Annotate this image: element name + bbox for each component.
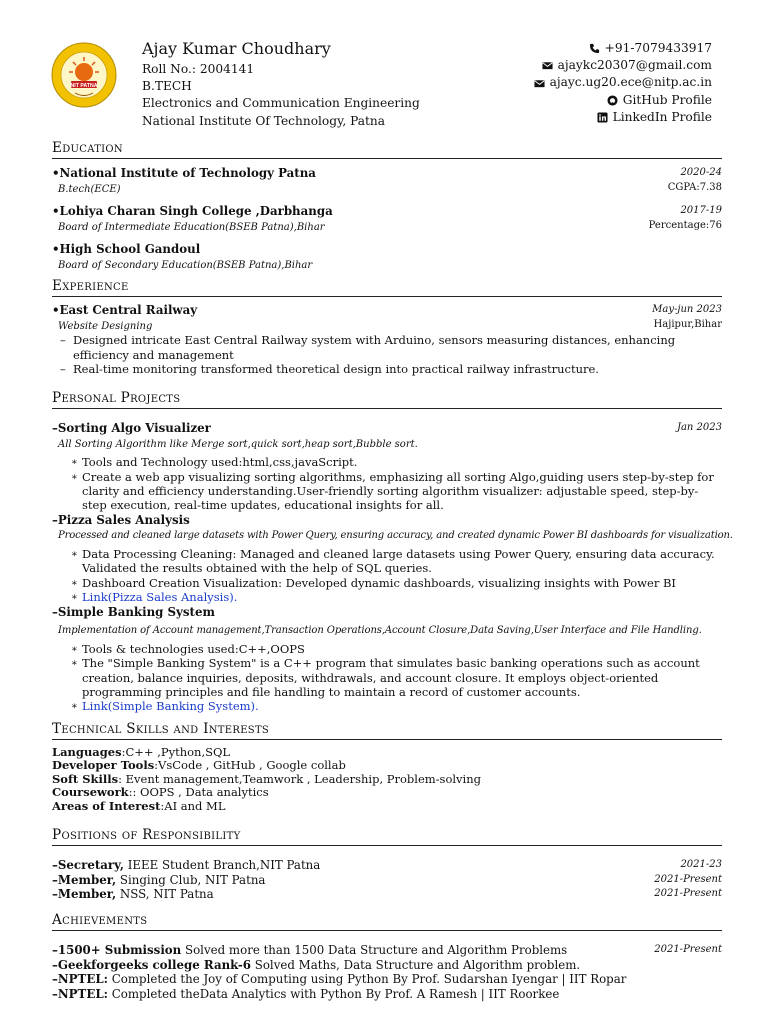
experience-section (52, 278, 722, 376)
project-name: –Simple Banking System (52, 604, 215, 619)
position-row (52, 873, 722, 888)
project-title-row (52, 421, 722, 436)
project-description: All Sorting Algorithm like Merge sort,quick sort,heap sort,Bubble sort. (58, 438, 418, 450)
education-year: 2020-24 (680, 167, 722, 178)
education-entry (52, 166, 722, 181)
skill-row (52, 773, 722, 786)
section-heading: Personal Projects (52, 390, 722, 409)
list-item: ∗ Tools and Technology used:html,css,javaScript. (82, 455, 722, 469)
section-heading: Education (52, 140, 722, 159)
project-description: Processed and cleaned large datasets with Power Query, ensuring accuracy, and created dynamic Power BI dashboards for visualization. (58, 530, 733, 542)
skill-value: :VsCode , GitHub , Google collab (154, 758, 346, 773)
roll-number: Roll No.: 2004141 (142, 62, 255, 76)
section-heading: Technical Skills and Interests (52, 721, 722, 740)
project-date: Jan 2023 (676, 422, 722, 433)
section-heading: Achievements (52, 912, 722, 931)
project-points (52, 642, 722, 714)
email-institute[interactable]: ajayc.ug20.ece@nitp.ac.in (549, 75, 712, 90)
project-points (52, 547, 722, 605)
github-icon (607, 95, 618, 106)
project-desc-row (52, 436, 722, 452)
achievement-text: Solved more than 1500 Data Structure and Algorithm Problems (181, 943, 568, 957)
header-contact (534, 40, 712, 126)
phone-number: +91-7079433917 (604, 41, 712, 55)
education-entry (52, 242, 722, 257)
achievement-title: –NPTEL: (52, 972, 108, 987)
achievement-title: –1500+ Submission (52, 943, 182, 957)
list-item: ∗ Data Processing Cleaning: Managed and cleaned large datasets using Power Query, ensuring data accuracy. Validated the results obtained with the help of SQL queries. (82, 547, 722, 576)
achievement-text: Completed the Joy of Computing using Python By Prof. Sudarshan Iyengar | IIT Ropar (107, 972, 627, 987)
skill-row (52, 746, 722, 759)
project-desc-row (52, 622, 722, 638)
education-detail: B.tech(ECE) (58, 183, 121, 195)
achievement-row (52, 958, 722, 973)
projects-section (52, 390, 733, 714)
positions-section (52, 827, 722, 902)
project-name: –Pizza Sales Analysis (52, 512, 190, 527)
position-role: –Secretary, (52, 858, 124, 872)
banking-system-link[interactable]: Link(Simple Banking System). (82, 699, 259, 714)
education-detail: Board of Intermediate Education(BSEB Patna),Bihar (58, 221, 325, 233)
skill-label: Developer Tools (52, 758, 155, 773)
project-desc-row (52, 527, 733, 543)
list-item: ∗ Create a web app visualizing sorting algorithms, emphasizing all sorting Algo,guiding users step-by-step for clarity and efficiency understanding.User-friendly sorting algorithm visualizer: adjustable speed, step-by-step execution, real-time updates, educational insights for all. (82, 470, 722, 513)
list-item: ∗ The "Simple Banking System" is a C++ program that simulates basic banking operations such as account creation, balance inquiries, deposits, withdrawals, and account closure. It employs object-oriented programming principles and file handling to maintain a record of customer accounts. (82, 656, 722, 699)
project-description: Implementation of Account management,Transaction Operations,Account Closure,Data Saving,User Interface and File Handling. (58, 625, 702, 637)
education-detail-row (52, 181, 722, 197)
email-primary[interactable]: ajaykc20307@gmail.com (557, 58, 712, 73)
skill-value: :: OOPS , Data analytics (128, 785, 269, 800)
skill-value: : Event management,Teamwork , Leadership, Problem-solving (118, 771, 481, 786)
linkedin-link[interactable]: LinkedIn Profile (612, 109, 712, 124)
skill-row (52, 800, 722, 813)
position-org: Singing Club, NIT Patna (116, 872, 266, 887)
education-detail-row (52, 257, 722, 273)
experience-date: May-jun 2023 (652, 304, 722, 315)
achievement-text: Completed theData Analytics with Python By Prof. A Ramesh | IIT Roorkee (107, 986, 560, 1001)
achievement-date: 2021-Present (654, 944, 722, 955)
linkedin-icon (597, 112, 608, 123)
skill-value: :AI and ML (160, 798, 226, 813)
degree: B.TECH (142, 79, 192, 94)
project-link[interactable] (82, 699, 722, 713)
achievement-text: Solved Maths, Data Structure and Algorithm problem. (250, 957, 581, 972)
education-year: 2017-19 (680, 205, 722, 217)
school-name: •National Institute of Technology Patna (52, 166, 316, 180)
education-entry (52, 204, 722, 219)
achievement-title: –Geekforgeeks college Rank-6 (52, 957, 251, 972)
list-item: – Designed intricate East Central Railway system with Arduino, sensors measuring distances, enhancing efficiency and management (72, 333, 722, 362)
education-detail: Board of Secondary Education(BSEB Patna),Bihar (58, 259, 313, 271)
education-detail-row (52, 219, 722, 235)
list-item: ∗ Dashboard Creation Visualization: Developed dynamic dashboards, visualizing insights with Power BI (82, 576, 722, 590)
envelope-icon (534, 78, 545, 89)
education-score: CGPA:7.38 (667, 181, 722, 193)
achievement-row (52, 972, 722, 987)
position-row (52, 858, 722, 873)
project-title-row (52, 513, 722, 528)
email-row-2[interactable] (534, 74, 712, 91)
project-name: –Sorting Algo Visualizer (52, 421, 211, 435)
project-link[interactable] (82, 590, 722, 604)
position-role: –Member, (52, 872, 117, 887)
github-row[interactable] (534, 92, 712, 109)
position-row (52, 887, 722, 902)
position-date: 2021-Present (654, 873, 722, 885)
phone-icon (589, 43, 600, 54)
email-row-1[interactable] (534, 57, 712, 74)
achievements-section (52, 912, 722, 1001)
skill-label: Soft Skills (52, 771, 119, 786)
skills-section (52, 721, 722, 813)
list-item: – Real-time monitoring transformed theoretical design into practical railway infrastructure. (72, 362, 722, 376)
linkedin-row[interactable] (534, 109, 712, 126)
skill-row (52, 759, 722, 772)
experience-entry (52, 303, 722, 318)
achievement-row (52, 987, 722, 1002)
pizza-analysis-link[interactable]: Link(Pizza Sales Analysis). (82, 590, 238, 605)
position-date: 2021-Present (654, 888, 722, 900)
school-name: •Lohiya Charan Singh College ,Darbhanga (52, 204, 333, 219)
nit-patna-logo-icon (51, 42, 117, 108)
achievement-title: –NPTEL: (52, 986, 108, 1001)
position-org: IEEE Student Branch,NIT Patna (123, 858, 321, 872)
experience-role-row (52, 318, 722, 334)
achievement-row (52, 943, 722, 958)
candidate-name: Ajay Kumar Choudhary (142, 39, 331, 58)
education-section (52, 140, 722, 273)
list-item: ∗ Tools & technologies used:C++,OOPS (82, 642, 722, 656)
skill-value: :C++ ,Python,SQL (121, 745, 231, 759)
education-score: Percentage:76 (648, 219, 722, 231)
skill-row (52, 786, 722, 799)
section-heading: Positions of Responsibility (52, 827, 722, 846)
project-points (52, 455, 722, 513)
github-link[interactable]: GitHub Profile (622, 92, 712, 107)
experience-points (52, 333, 722, 376)
position-date: 2021-23 (680, 859, 722, 870)
section-heading: Experience (52, 278, 722, 297)
experience-role: Website Designing (58, 320, 153, 332)
phone-row (534, 40, 712, 57)
experience-place: Hajipur,Bihar (653, 318, 722, 330)
envelope-icon (542, 60, 553, 71)
branch: Electronics and Communication Engineering (142, 96, 420, 111)
school-name: •High School Gandoul (52, 242, 201, 257)
institute: National Institute Of Technology, Patna (142, 113, 386, 128)
logo-text: NIT PATNA (70, 83, 98, 89)
experience-org: •East Central Railway (52, 303, 198, 317)
skill-label: Areas of Interest (52, 798, 161, 813)
header-identity (142, 38, 420, 130)
skill-label: Languages (52, 745, 122, 759)
skill-label: Coursework (52, 785, 129, 800)
position-org: NSS, NIT Patna (116, 887, 214, 902)
project-title-row (52, 605, 722, 620)
position-role: –Member, (52, 887, 117, 902)
